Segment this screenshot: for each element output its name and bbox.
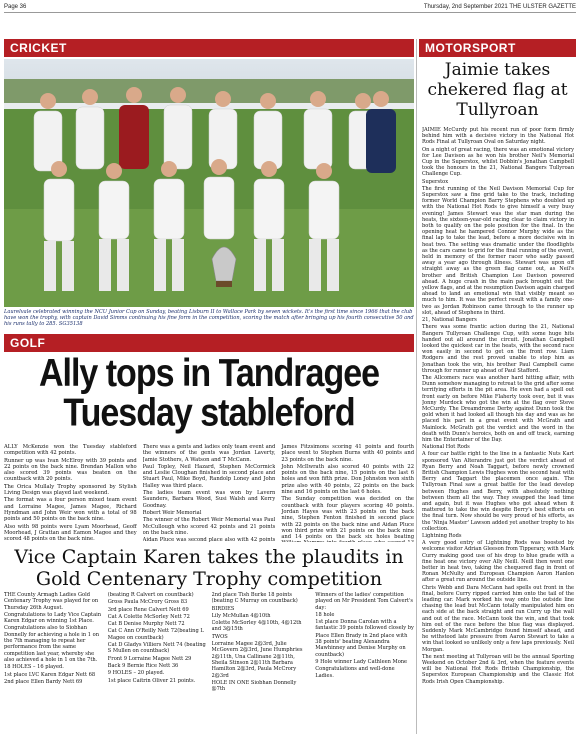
karen-column-4 (315, 592, 414, 734)
masthead (4, 2, 576, 12)
paragraph: Also with 98 points were Lyam Moorhead, Geoff Moorhead, J Grattan and Eamon Magee and they scored 48 points on the back nine. (4, 523, 137, 542)
paragraph: Congratulations also to Siobhan Donnelly for achieving a hole in 1 on the 7th managing to repeat her performance from the same competition last year, whereby she also achieved a hole in 1 on the 7th. (4, 625, 99, 663)
karen-headline: Vice Captain Karen takes the plaudits in Gold Centenary Trophy competition (14, 546, 404, 590)
paragraph: Winners of the ladies' competition played on Mr President Tom Calvert's day: (315, 592, 413, 611)
result-line: 2nd place Tish Burke 18 points (beating C Murray on countback) (211, 592, 298, 605)
motorsport-article (422, 127, 574, 734)
result-line: Cat C Ann O'Reilly Nett 72(beating L Magee on countback) (107, 628, 204, 641)
paragraph: There was a gents and ladies only team event and the winners of the gents was Jordan Laverty, Jamie Stothers, A Watson and T McCann. (142, 444, 276, 463)
section-header-golf: GOLF (4, 334, 414, 352)
paragraph: There was some frantic action during the 21, National Bangers Tullyroan Challenge Cup, with some huge hits handed out all around the circuit. Jonathan Campbell looked the quickest car in the heats, with the second race won easily in second to get on the front row. Liam Rodgers and the rest proved unable to stop him as Jonathan took the win, his brother Paul Campbell came through for runner up ahead of Paul Stafford. (422, 324, 574, 374)
cricket-team-photo (4, 59, 414, 307)
paragraph: Aidan Pluce was second place also with 42 points (142, 537, 276, 542)
paragraph: The ladies team event was won by Lavern Saunders, Barbara Wood, Susi Walsh and Kerry Goodnay. (142, 490, 276, 509)
photo-caption: Laurelvale celebrated winning the NCU Junior Cup on Sunday, beating Lisburn II to Wallace Park by seven wickets. It's the first time since 1966 that the club have won the trophy, with captain David Simms continuing his fine form in the competition, scoring the match after bringing up his fourth consecutive 50 and his runs tally to 285. SG35138 (4, 309, 414, 328)
paragraph: The Allcomers race was another hard hitting affair, with Dunn somehow managing to retreat to the grid after some terrifying efforts in the pit area. He even had a spell out front early on before Mike Flaherty took over, but it was Jonny Murdock who got the win at the flag over Steve McCurdy. The Dreamdrome Derby against Dunn took the gold when it had looked all though his day and was as he placed his part in a great event with McGrath and Mainlock. McGrath got the verdict and the word in the death with Dunn's heroics, both on and off track, earning him the Entertainer of the Day. (422, 374, 574, 443)
paragraph: On a night of great racing, there was an emotional victory for Lee Davison as he won his brother Neil's Memorial Cup in the Superstox, whilst Dobbin's Jonathan Campbell took the honours in the 21, National Bangers Tullyroan Challenge Cup. (422, 146, 574, 178)
section-header-motorsport: MOTORSPORT (419, 39, 576, 57)
golf-column-3 (281, 444, 414, 542)
paragraph: 2nd place Ellen Bardy Nett 69 (4, 678, 83, 685)
subheading: 18 hole (315, 611, 335, 618)
subheading: BIRDIES (211, 605, 235, 612)
paragraph: 1st place LVC Karen Edgar Nett 68 (4, 671, 96, 678)
result-line: Lorraine Magee 2@3rd, Julie McGovern 2@3rd, June Humphries 2@11th, Una Callinane 2@11th, Sheila Stinson 2@11th Barbara Hamilton 2@3rd, Paula McCrory 2@3rd (211, 641, 303, 679)
section-header-cricket: CRICKET (4, 39, 414, 57)
paragraph: Place Ellen Brady in 2nd place with 38 points' beating Alexandra Mawhinney and Denise Murphy on countback) (315, 632, 408, 658)
paragraph: 18 HOLES – 16 played. (4, 664, 64, 671)
result-line: Cat D Gladys Villiers Nett 74 (beating S Mullen on countback) (107, 642, 206, 655)
result-line: Cat B Denise Murphy Nett 72 (107, 621, 185, 628)
result-line: Lily McMullan 4@10th (211, 612, 271, 619)
paragraph: Paul Topley, Neil Hazard, Stephen McCormick and Leslie Cloughan finished in second place and Stuart Paul, Mike Boyd, Randolp Loney and John Halley was third place. (142, 463, 276, 489)
paragraph: The format was a four person mixed team event and Lorraine Magee, James Magee, Richard Hyndman and John Weir won with a total of 98 points and 50 points on the back nine. (4, 497, 137, 523)
karen-column-3 (212, 592, 311, 734)
result-line: Back 9 Bernie Rice Nett 36 (107, 662, 179, 669)
masthead-rule (4, 12, 576, 13)
paragraph: The first running of the Neil Davison Memorial Cup for Superstox saw a fine grid take to the track, including former World Champion Barry Stephens who doubled up with the National Hot Rods to give himself a very busy evening! James Stewart was the star man during the heats, the sixteen-year-old racing clear to claim victory in both to qualify on the pole position for the final. In the opening heat he hampered Connor Murphy wide as the final lap to take the lead, before a more decisive win in heat two. The setting was dramatic under the floodlights as the cars came to grid for the final running of the event, held in memory of the former racer who sadly passed away a year ago through illness. Stewart was upon off straight away as the green flag came out, as Neil's brother and British Champion Lee Davison powered ahead. A huge crash in the main pack brought out the yellow flags, and at the resumption Davison again charged ahead to land an emotional win that visibly meant so much to him. It was the perfect result with a family one-two as Jordan Robinson came through to the runner up slot, ahead of Stephens in third. (422, 185, 574, 316)
golf-column-2 (143, 444, 276, 542)
golf-headline: Ally tops in Tandragee Tuesday stableford (38, 351, 380, 435)
result-line: 1st place Caitrin Oliver 21 points. (107, 677, 196, 684)
paragraph: 1st place Donna Carolan with a fantastic 39 points followed closely by (315, 619, 414, 632)
paragraph: The winner of the Robert Weir Memorial was Paul McCullough who scored 42 points and 21 points on the back nine. (142, 517, 276, 536)
column-divider (416, 39, 417, 734)
motorsport-headline: Jaimie takes chekered flag at Tullyroan (427, 60, 568, 120)
karen-column-1 (4, 592, 103, 734)
karen-article (4, 592, 414, 734)
subheading: National Hot Rods (422, 444, 470, 451)
paragraph: Congratulations to Lady Vice Captain Karen Edgar on winning 1st Place. (4, 611, 102, 625)
paragraph: A very good entry of Lightning Rods was boosted by welcome visitor Adrian Gleeson from Tipperary, with Mark Curry making good use of his drop to blue grade with a fine heat one victory over Ally Neill. Neill then went one better in heat two, taking the chequered flag in front of Ronan McNulty and European Champion Aaron Hanlon after a great run around the outside line. (422, 540, 574, 584)
paragraph: The Sunday competition was decided on the countback with four players scoring 40 points. Jordan Hayes was with 23 points on the back nine, Stephen Fenton finished in second place with 22 points on the back nine and Aidan Pluce won third prize with 21 points on the back nine and 14 points on the back six holes beating (281, 496, 415, 541)
golf-column-1 (4, 444, 137, 542)
result-line: 9 HOLES – 20 played. (107, 670, 165, 677)
paragraph: Congratulations and well-done Ladies. (315, 666, 395, 679)
result-line: Colette McSorley 4@10th, 4@12th and 3@15th (211, 620, 302, 633)
paragraph: James Fitzsimons scoring 41 points and fourth place went to Stephen Burns with 40 points and 23 points on the back nine. (281, 444, 415, 463)
result-line: (beating R Calvert on countback) (107, 592, 194, 598)
page-number: Page 36 (4, 4, 27, 10)
subheading: Superstox (422, 178, 449, 185)
paragraph: A four car battle right to the line in a fantastic Nuts Kart sponsored Van Alterandre just got the verdict ahead of Ryan Berry and Noah Taggart, before newly crowned British Champion Lewis Hughes won the second heat with Berry and Taggart the placemen once again. The Tullyroan Final saw a great battle for the lead develop between Hughes and Berry, with absolutely nothing between them all the way. They swapped the lead time and again, but it was Hughes who got ahead when it mattered to take the win despite Berry's best efforts on the final turn. Now should be very proud of his efforts, as the 'Ninja Master' Lawson added yet another trophy to his collection. (422, 451, 574, 532)
result-line: Cat A Colette McSorley Nett 72 (107, 613, 190, 620)
subheading: TWOS (211, 633, 228, 640)
paragraph: THE County Armagh Ladies Gold Centenary Trophy was played for on Thursday 26th August. (4, 592, 99, 611)
paragraph: The Orica Mullaly Trophy sponsored by Stylish Living Design was played last weekend. (4, 483, 137, 497)
paragraph: JAIMIE McCurdy put his recent run of poor form firmly behind him with a decisive victory in the National Hot Rods Final at Tullyroan Oval on Saturday night. (422, 127, 574, 146)
result-line: 3rd place Rene Calvert Nett 69 (107, 606, 189, 613)
result-line: Front 9 Lorraine Magee Nett 29 (107, 655, 192, 662)
paragraph: John McIlwrath also scored 40 points with 22 points on the back nine, 15 points on the last 6 holes and won fifth prize. Don Johnston won sixth prize also with 40 points, 22 points on the back nine and 16 points on the last 6 holes. (281, 463, 415, 496)
result-line: HOLE IN ONE Siobhan Donnelly @7th (211, 679, 297, 693)
paragraph: ALLY McKenzie won the Tuesday stableford competition with 42 points. (4, 444, 137, 457)
golf-article (4, 444, 414, 542)
paragraph: 9 Hole winner Lady Cathleen Mone (315, 658, 408, 665)
subheading: Robert Weir Memorial (142, 509, 202, 516)
subheading: 21, National Bangers (422, 317, 477, 324)
paragraph: The next meeting at Tullyroan will be the annual Sporting Weekend on October 2nd & 3rd, when the feature events will be National Hot Rods British Championship, the Superstox European Championship and the Classic Hot Rods Irish Open Championship. (422, 653, 574, 685)
issue-date: Thursday, 2nd September 2021 THE ULSTER GAZETTE (423, 4, 576, 10)
paragraph: Chris Webb and Dara McCann had spells out front in the final, before Curry ripped carried him onto the tail of the leading car. Mark worked his way onto the outside line chasing the lead but McCann totally manipulated him on each side at the back straight and ran Curry up the wall and out of the race. McCann took the win, and that took him out of the race before the blue flag was displayed. Suddenly Mark McCambridge found himself ahead, and he withstood late pressure from Aaron Stewart to take a win that looked so unlikely only a few laps previously. Neil Morgan. (422, 584, 574, 653)
paragraph: Runner up was Ivan McElroy with 39 points and 22 points on the back nine. Brendan Mallon who also scored 39 points was beaten on the countback with 20 points. (4, 457, 137, 483)
result-line: Gross Paula McCrory Gross 83 (107, 599, 188, 606)
subheading: Lightning Rods (422, 533, 462, 539)
karen-column-2 (108, 592, 207, 734)
